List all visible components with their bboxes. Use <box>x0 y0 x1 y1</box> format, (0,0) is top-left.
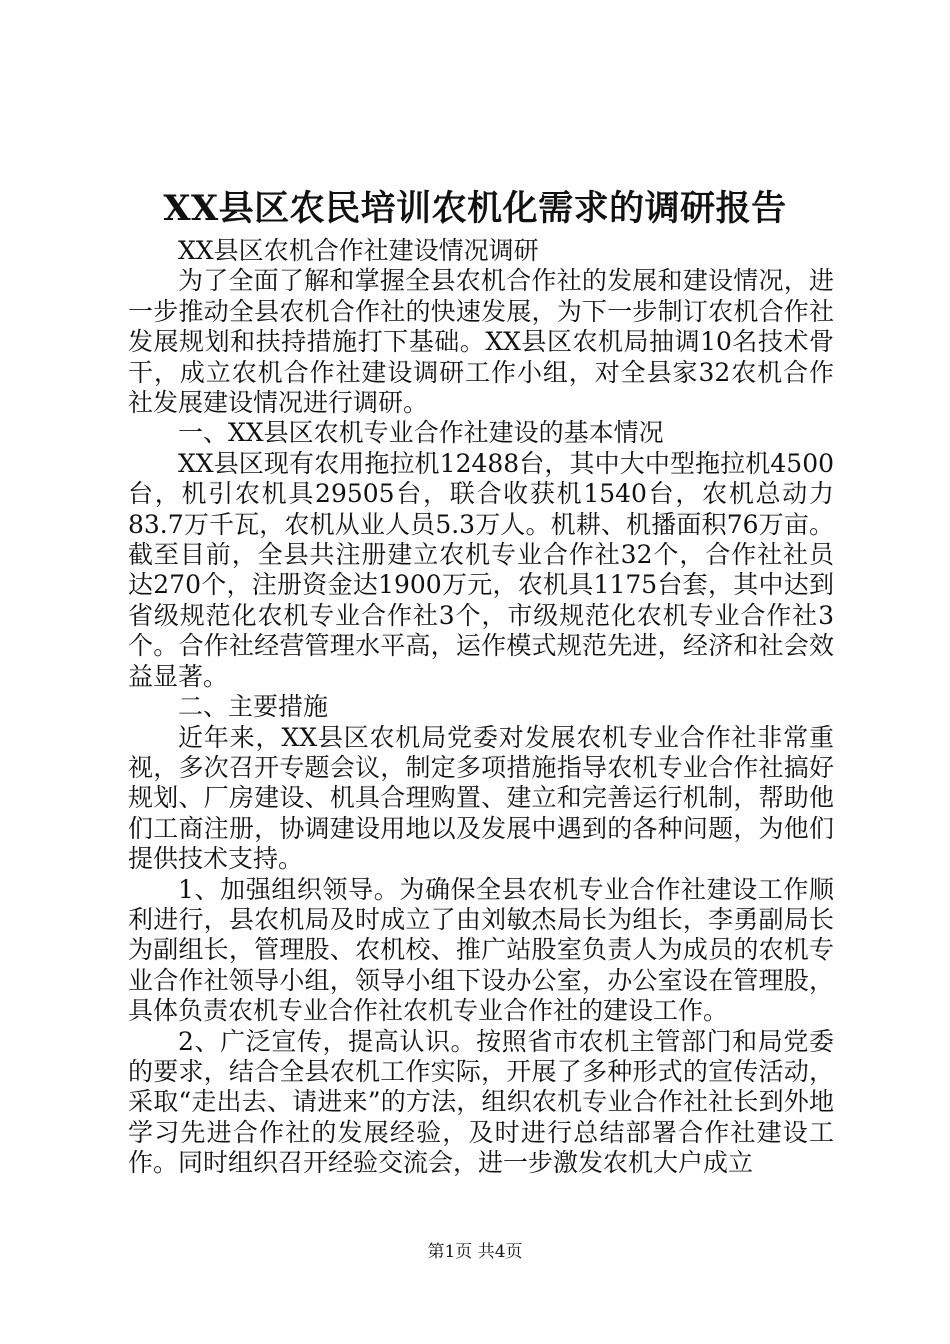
paragraph-measure-2: 2、广泛宣传，提高认识。按照省市农机主管部门和局党委的要求，结合全县农机工作实际，开展了多种形式的宣传活动，采取“走出去、请进来”的方法，组织农机专业合作社社长到外地学习先进合作社的发展经验，及时进行总结部署合作社建设工作。同时组织召开经验交流会，进一步激发农机大户成立 <box>128 1026 834 1178</box>
paragraph-main-measures: 近年来，XX县区农机局党委对发展农机专业合作社非常重视，多次召开专题会议，制定多项措施指导农机专业合作社搞好规划、厂房建设、机具合理购置、建立和完善运行机制，帮助他们工商注册，协调建设用地以及发展中遇到的各种问题，为他们提供技术支持。 <box>128 722 834 874</box>
document-body <box>128 236 834 1179</box>
paragraph-intro: 为了全面了解和掌握全县农机合作社的发展和建设情况，进一步推动全县农机合作社的快速发展，为下一步制订农机合作社发展规划和扶持措施打下基础。XX县区农机局抽调10名技术骨干，成立农机合作社建设调研工作小组，对全县家32农机合作社发展建设情况进行调研。 <box>128 266 834 418</box>
section-heading-main-measures: 二、主要措施 <box>178 692 329 722</box>
paragraph-subtitle: XX县区农机合作社建设情况调研 <box>178 236 539 265</box>
paragraph-basic-situation: XX县区现有农用拖拉机12488台，其中大中型拖拉机4500台，机引农机具29505台，联合收获机1540台，农机总动力83.7万千瓦，农机从业人员5.3万人。机耕、机播面积76万亩。截至目前，全县共注册建立农机专业合作社32个，合作社社员达270个，注册资金达1900万元，农机具1175台套，其中达到省级规范化农机专业合作社3个，市级规范化农机专业合作社3个。合作社经营管理水平高，运作模式规范先进，经济和社会效益显著。 <box>128 448 834 691</box>
document-title: XX县区农民培训农机化需求的调研报告 <box>163 188 787 229</box>
page-number: 第1页 共4页 <box>427 1242 523 1262</box>
section-heading-basic-situation: 一、XX县区农机专业合作社建设的基本情况 <box>178 418 664 448</box>
paragraph-measure-1: 1、加强组织领导。为确保全县农机专业合作社建设工作顺利进行，县农机局及时成立了由刘敏杰局长为组长，李勇副局长为副组长，管理股、农机校、推广站股室负责人为成员的农机专业合作社领导小组，领导小组下设办公室，办公室设在管理股，具体负责农机专业合作社农机专业合作社的建设工作。 <box>128 874 834 1026</box>
